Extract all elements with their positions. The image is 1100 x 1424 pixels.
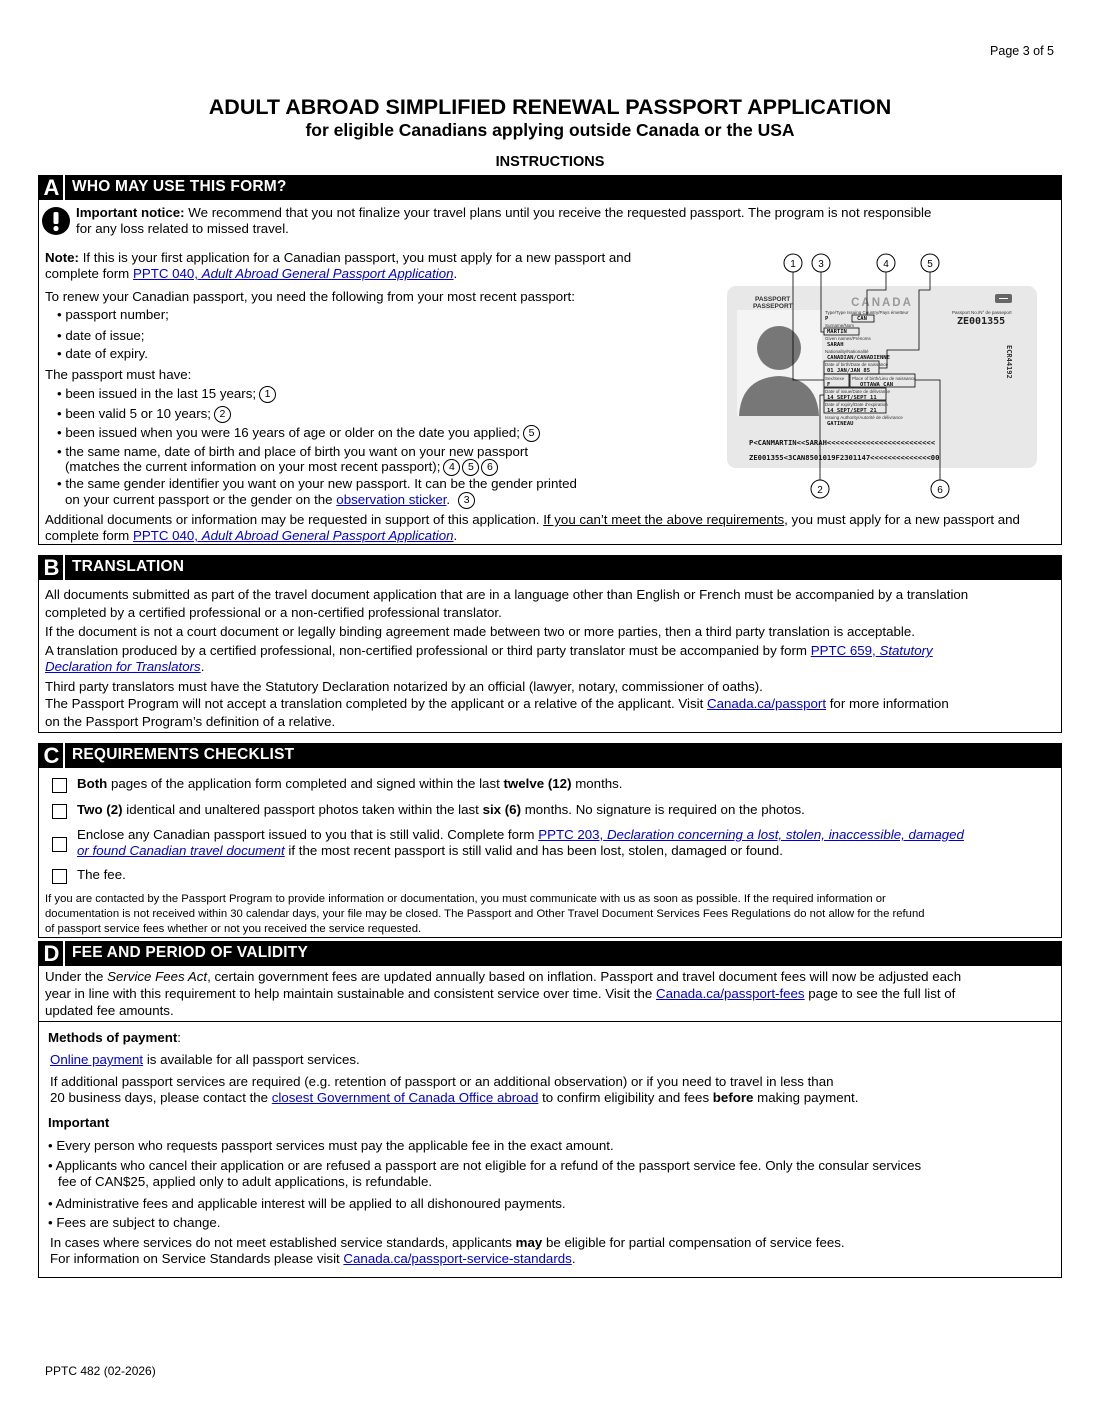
passport-label-en: PASSPORT [755, 296, 791, 303]
must-item [57, 406, 231, 423]
renew-item: • date of expiry. [57, 346, 148, 361]
pptc-040-link[interactable] [133, 266, 454, 281]
fees-post: page to see the full list of [808, 986, 956, 1001]
checklist-checkbox[interactable] [52, 804, 67, 819]
section-label: FEE AND PERIOD OF VALIDITY [72, 944, 308, 961]
important-bullet: • Administrative fees and applicable interest will be applied to all dishonoured payments. [48, 1196, 566, 1211]
requirements-link[interactable]: If you can’t meet the above requirements [543, 512, 785, 527]
renew-item: • date of issue; [57, 328, 145, 343]
pob-label: Place of birth/Lieu de naissance [852, 376, 916, 381]
p5-pre: The Passport Program will not accept a translation completed by the applicant or a relative of the applicant. Visit [45, 696, 704, 711]
additional2-post: . [453, 528, 458, 543]
pptc-040-link[interactable] [133, 528, 454, 543]
notice-line-2: for any loss related to missed travel. [76, 221, 289, 236]
country-name: CANADA [851, 297, 913, 309]
translation-p3 [45, 643, 933, 659]
gender-pre: on your current passport or the gender on the [65, 492, 333, 508]
form-code: PPTC 482 (02-2026) [45, 1364, 156, 1378]
link-code[interactable]: PPTC 659, [810, 643, 876, 658]
important-bullet: • Applicants who cancel their application or are refused a passport are not eligible for a refund of the passport service fee. Only the consular services [48, 1158, 922, 1173]
section-label: REQUIREMENTS CHECKLIST [72, 746, 295, 763]
checklist-item-1 [77, 776, 623, 792]
online-payment-line [50, 1052, 360, 1068]
section-letter: B [40, 555, 65, 580]
info-pre: For information on Service Standards please visit [50, 1251, 340, 1266]
must-have-intro: The passport must have: [45, 367, 192, 382]
pptc-203-link[interactable] [538, 827, 964, 842]
additional-services-2 [50, 1090, 858, 1106]
methods-heading [48, 1030, 181, 1046]
section-d-fees [38, 966, 1062, 1022]
additional-line-1 [45, 512, 1020, 528]
side-number: ECR44192 [1005, 345, 1013, 379]
bold-text: six (6) [482, 802, 521, 817]
dob-value: 01 JAN/JAN 85 [827, 368, 871, 374]
type-value: P [825, 316, 829, 322]
note-line-1 [45, 250, 631, 266]
section-d-header [38, 941, 1062, 966]
fees-pre: year in line with this requirement to help maintain sustainable and consistent service over time. Visit the [45, 986, 653, 1001]
item-text: months. No signature is required on the photos. [524, 802, 805, 817]
checklist-item-3 [77, 827, 964, 843]
important-bullet: • Every person who requests passport services must pay the applicable fee in the exact amount. [48, 1138, 614, 1153]
must-item-text: • been issued in the last 15 years; [57, 386, 257, 402]
same-name-text: (matches the current information on your most recent passport); [65, 459, 441, 475]
translation-p4: Third party translators must have the Statutory Declaration notarized by an official (lawyer, notary, commissioner of oaths). [45, 679, 763, 694]
checklist-checkbox[interactable] [52, 869, 67, 884]
note-text: If this is your first application for a Canadian passport, you must apply for a new passport and [82, 250, 632, 265]
pob-value: OTTAWA CAN [860, 382, 894, 388]
translation-p5 [45, 696, 949, 712]
additional2-pre: complete form [45, 528, 130, 543]
ref-circle: 4 [443, 459, 460, 476]
cases-post: be eligible for partial compensation of service fees. [545, 1235, 845, 1250]
section-c [38, 768, 1062, 938]
must-item-text: • been valid 5 or 10 years; [57, 406, 211, 422]
translation-p2: If the document is not a court document or legally binding agreement made between two or more parties, then a third party translation is acceptable. [45, 624, 915, 639]
checklist-item-2 [77, 802, 805, 818]
link-code[interactable]: PPTC 040, [132, 266, 198, 281]
section-b-header [38, 555, 1062, 580]
section-label: TRANSLATION [72, 558, 185, 575]
service-standards-link[interactable]: Canada.ca/passport-service-standards [343, 1251, 572, 1266]
gender-line-2 [65, 492, 475, 509]
section-d-payment [38, 1021, 1062, 1278]
note-pre: complete form [45, 266, 130, 281]
note-bold: Note: [45, 250, 79, 265]
checklist-checkbox[interactable] [52, 837, 67, 852]
item-text: pages of the application form completed and signed within the last [110, 776, 500, 791]
passport-number: ZE001355 [957, 316, 1006, 327]
link-code[interactable]: PPTC 040, [132, 528, 198, 543]
link-title[interactable]: Adult Abroad General Passport Application [201, 528, 454, 543]
passport-sample [727, 250, 1037, 502]
item-text: months. [575, 776, 623, 791]
instructions-heading: INSTRUCTIONS [495, 154, 605, 170]
passport-label-fr: PASSEPORT [753, 303, 793, 310]
renew-item: • passport number; [57, 307, 169, 322]
ref-circle: 2 [214, 406, 231, 423]
canada-passport-link[interactable]: Canada.ca/passport [707, 696, 827, 711]
section-letter: D [40, 941, 65, 966]
doi-value: 14 SEPT/SEPT 11 [827, 395, 877, 401]
callout-label: 6 [937, 485, 943, 496]
pptc-203-link[interactable] [77, 843, 285, 858]
gender-post: . [446, 492, 451, 508]
additional-post: , you must apply for a new passport and [784, 512, 1020, 527]
translation-p1a: All documents submitted as part of the travel document application that are in a language other than English or French must be accompanied by a translation [45, 587, 969, 602]
service-fees-act: Service Fees Act [107, 969, 208, 984]
fees-line-3: updated fee amounts. [45, 1003, 174, 1018]
section-a [38, 200, 1062, 545]
ref-circle: 3 [458, 492, 475, 509]
item-text: if the most recent passport is still valid and has been lost, stolen, damaged or found. [288, 843, 783, 858]
important-bullet: • Fees are subject to change. [48, 1215, 221, 1230]
given-label: Given names/Prénoms [825, 336, 871, 341]
checklist-checkbox[interactable] [52, 778, 67, 793]
translation-p3b [45, 659, 204, 675]
notice-bold: Important notice: [76, 205, 185, 220]
mrz-line-1: P<CANMARTIN<<SARAH<<<<<<<<<<<<<<<<<<<<<<<<< [749, 438, 936, 447]
section-letter: A [40, 175, 65, 200]
important-bullet-cont: fee of CAN$25, applied only to adult applications, is refundable. [58, 1174, 433, 1189]
additional-pre: Additional documents or information may be requested in support of this application. [45, 512, 540, 527]
link-code[interactable]: PPTC 203, [538, 827, 604, 842]
info-post: . [571, 1251, 576, 1266]
methods-bold: Methods of payment [48, 1030, 178, 1045]
doe-label: Date of expiry/Date d'expiration [825, 402, 888, 407]
additional-services-1: If additional passport services are required (e.g. retention of passport or an additional observation) or if you need to travel in less than [50, 1074, 834, 1089]
form-title: ADULT ABROAD SIMPLIFIED RENEWAL PASSPORT APPLICATION [208, 95, 892, 119]
section-b [38, 580, 1062, 733]
ref-circle: 6 [481, 459, 498, 476]
link-title[interactable]: Adult Abroad General Passport Application [201, 266, 454, 281]
nationality-value: CANADIAN/CANADIENNE [827, 355, 890, 361]
p5-post: for more information [829, 696, 949, 711]
callout-label: 2 [817, 485, 823, 496]
callout-label: 5 [927, 259, 933, 270]
same-name-line-1: • the same name, date of birth and place of birth you want on your new passport [57, 444, 529, 459]
surname-value: MARTIN [827, 329, 847, 335]
fees-pre: Under the [45, 969, 104, 984]
form-subtitle: for eligible Canadians applying outside Canada or the USA [305, 120, 795, 140]
passport-fees-link[interactable]: Canada.ca/passport-fees [656, 986, 805, 1001]
contact-note-3: of passport service fees whether or not you received the service requested. [45, 923, 422, 935]
checklist-item-4: The fee. [77, 867, 126, 882]
dob-label: Date of birth/Date de naissance [825, 362, 889, 367]
service-standards-info [50, 1251, 576, 1267]
checklist-item-3b [77, 843, 783, 859]
additional-mid: to confirm eligibility and fees [542, 1090, 710, 1105]
section-a-header [38, 175, 1062, 200]
p3-pre: A translation produced by a certified professional, non-certified professional or third party translator must be accompanied by form [45, 643, 808, 658]
doi-label: Date of issue/Date de délivrance [825, 389, 891, 394]
may-bold: may [515, 1235, 543, 1250]
notice-text: We recommend that you not finalize your travel plans until you receive the requested passport. The program is not responsible [188, 205, 932, 220]
contact-note-2: documentation is not received within 30 calendar days, your file may be closed. The Passport and Other Travel Document Services Fees Regulations do not allow for the refund [45, 908, 925, 920]
renew-intro: To renew your Canadian passport, you need the following from your most recent passport: [45, 289, 575, 304]
additional-post: making payment. [757, 1090, 859, 1105]
issuing-value: CAN [857, 316, 867, 322]
before-bold: before [712, 1090, 754, 1105]
service-standards-line [50, 1235, 845, 1251]
ref-circle: 5 [523, 425, 540, 442]
methods-colon: : [177, 1030, 181, 1045]
bold-text: twelve (12) [503, 776, 572, 791]
section-c-header [38, 743, 1062, 768]
additional-pre: 20 business days, please contact the [50, 1090, 269, 1105]
must-item-text: • been issued when you were 16 years of age or older on the date you applied; [57, 425, 520, 441]
authority-value: GATINEAU [827, 421, 854, 427]
additional-line-2 [45, 528, 457, 544]
exclamation-icon [41, 206, 71, 236]
item-text: Enclose any Canadian passport issued to you that is still valid. Complete form [77, 827, 535, 842]
important-heading: Important [48, 1115, 110, 1130]
passport-no-label: Passport No./N° de passeport [952, 310, 1012, 315]
note-post: . [453, 266, 458, 281]
cases-pre: In cases where services do not meet established service standards, applicants [50, 1235, 512, 1250]
bold-text: Two (2) [77, 802, 123, 817]
online-text: is available for all passport services. [146, 1052, 360, 1067]
contact-note-1: If you are contacted by the Passport Program to provide information or documentation, you must communicate with us as soon as possible. If the required information or [45, 893, 886, 905]
fees-post: , certain government fees are updated annually based on inflation. Passport and travel document fees will now be adjusted each [207, 969, 962, 984]
given-value: SARAH [827, 342, 844, 348]
fees-line-1 [45, 969, 961, 985]
link-title[interactable]: Declaration for Translators [45, 659, 201, 674]
observation-sticker-link[interactable]: observation sticker [336, 492, 447, 508]
callout-label: 4 [883, 259, 889, 270]
page-number: Page 3 of 5 [990, 44, 1054, 58]
government-office-link[interactable]: closest Government of Canada Office abroad [271, 1090, 539, 1105]
nationality-label: Nationality/Nationalité [825, 349, 869, 354]
same-name-line-2 [65, 459, 498, 476]
section-label: WHO MAY USE THIS FORM? [72, 178, 287, 195]
callout-label: 1 [790, 259, 796, 270]
surname-label: Surname/Nom [825, 323, 855, 328]
ref-circle: 5 [462, 459, 479, 476]
must-item [57, 425, 540, 442]
sex-label: Sex/Sexe [825, 376, 845, 381]
authority-label: Issuing Authority/Autorité de délivrance [825, 415, 903, 420]
gender-line-1: • the same gender identifier you want on your new passport. It can be the gender printed [57, 476, 577, 491]
online-payment-link[interactable]: Online payment [50, 1052, 144, 1067]
type-label: Type/Type [825, 310, 846, 315]
mrz-line-2: ZE001355<3CAN8501019F2301147<<<<<<<<<<<<<<00 [749, 453, 940, 462]
translation-p5b: on the Passport Program’s definition of a relative. [45, 714, 336, 729]
bold-text: Both [77, 776, 108, 791]
doe-value: 14 SEPT/SEPT 21 [827, 408, 877, 414]
sex-value: F [827, 382, 831, 388]
notice-line-1 [76, 205, 931, 221]
issuing-label: Issuing Country/Pays émetteur [847, 310, 909, 315]
note-line-2 [45, 266, 457, 282]
item-text: identical and unaltered passport photos taken within the last [126, 802, 479, 817]
pptc-659-link[interactable] [811, 643, 933, 658]
translation-p1b: completed by a certified professional or a non-certified professional translator. [45, 605, 502, 620]
pptc-659-link[interactable] [45, 659, 201, 674]
fees-line-2 [45, 986, 955, 1002]
link-title[interactable]: or found Canadian travel document [77, 843, 285, 858]
link-title[interactable]: Statutory [879, 643, 933, 658]
p3-post: . [200, 659, 205, 674]
section-letter: C [40, 743, 65, 768]
link-title[interactable]: Declaration concerning a lost, stolen, inaccessible, damaged [606, 827, 964, 842]
ref-circle: 1 [259, 386, 276, 403]
must-item [57, 386, 276, 403]
callout-label: 3 [818, 259, 824, 270]
